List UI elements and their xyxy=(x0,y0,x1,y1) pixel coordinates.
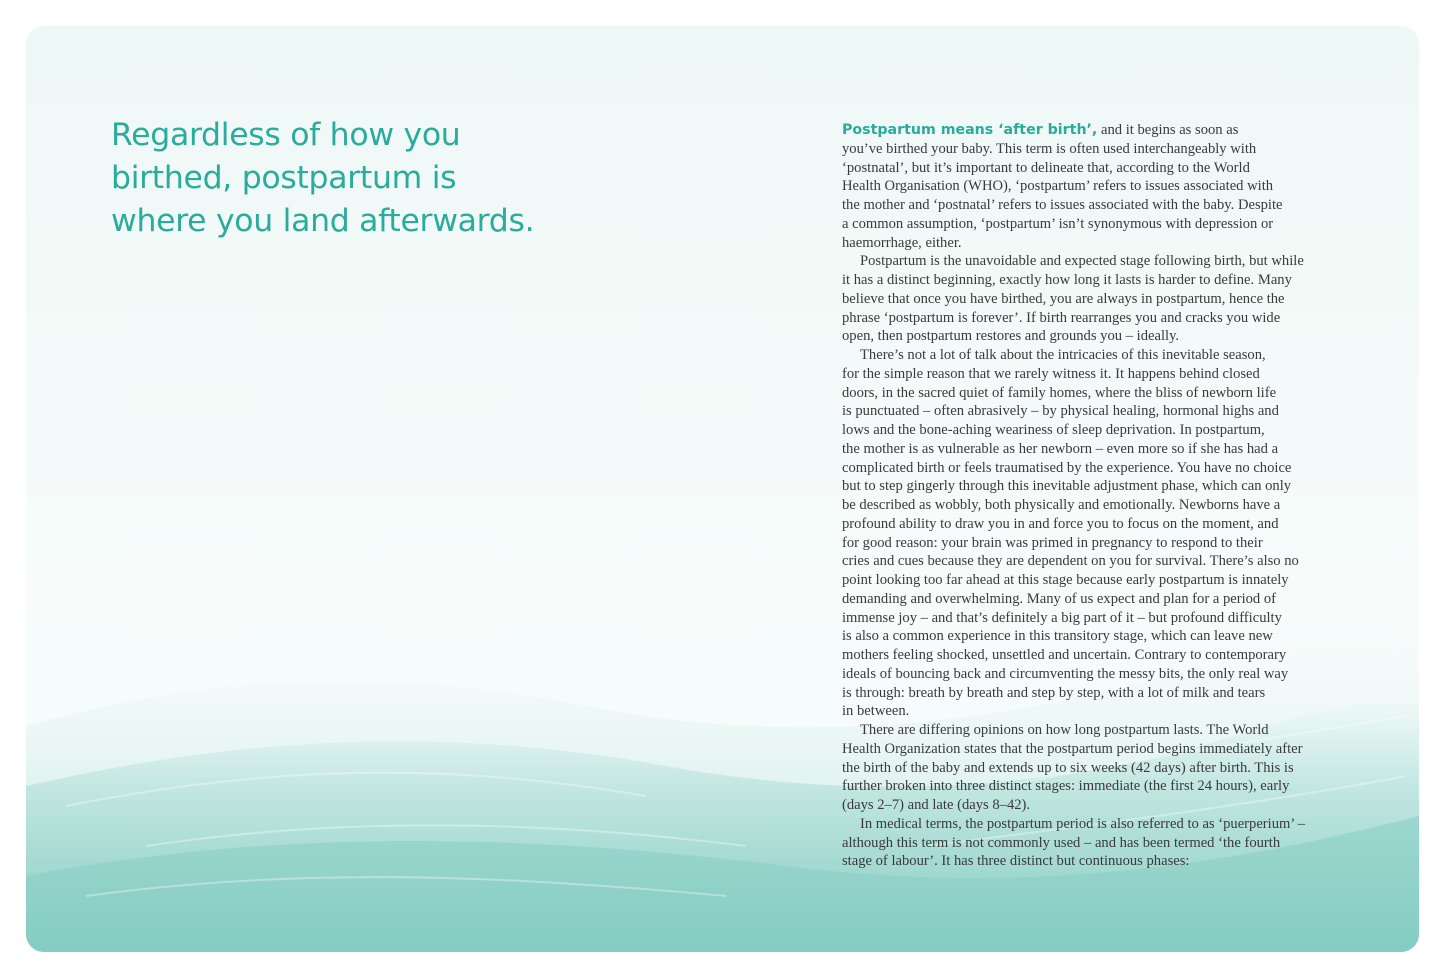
pull-quote-line: where you land afterwards. xyxy=(111,203,535,239)
text-line: demanding and overwhelming. Many of us expect and plan for a period of xyxy=(842,590,1277,607)
text-line: Health Organisation (WHO), ‘postpartum’ refers to issues associated with xyxy=(842,178,1274,195)
text-line: believe that once you have birthed, you are always in postpartum, hence the xyxy=(842,290,1285,307)
page-spread xyxy=(26,26,1419,952)
text-line: a common assumption, ‘postpartum’ isn’t synonymous with depression or xyxy=(842,215,1274,232)
text-line: in between. xyxy=(842,703,910,720)
text-line: phrase ‘postpartum is forever’. If birth rearranges you and cracks you wide xyxy=(842,309,1281,326)
text-line: is through: breath by breath and step by step, with a lot of milk and tears xyxy=(842,684,1266,701)
paragraph-intro xyxy=(842,121,1342,252)
text-line: mothers feeling shocked, unsettled and uncertain. Contrary to contemporary xyxy=(842,647,1287,663)
text-line: it has a distinct beginning, exactly how long it lasts is harder to define. Many xyxy=(842,272,1292,288)
pull-quote-line: birthed, postpartum is xyxy=(111,160,457,196)
text-line: is also a common experience in this transitory stage, which can leave new xyxy=(842,628,1273,645)
text-line: Health Organization states that the postpartum period begins immediately after xyxy=(842,740,1303,757)
text-line: you’ve birthed your baby. This term is often used interchangeably with xyxy=(842,140,1257,157)
text-line: doors, in the sacred quiet of family homes, where the bliss of newborn life xyxy=(842,384,1277,401)
text-line: ‘postnatal’, but it’s important to delineate that, according to the World xyxy=(842,159,1250,176)
text-line: but to step gingerly through this inevitable adjustment phase, which can only xyxy=(842,478,1292,495)
text-line: although this term is not commonly used – and has been termed ‘the fourth xyxy=(842,834,1281,851)
text-line: In medical terms, the postpartum period is also referred to as ‘puerperium’ – xyxy=(860,815,1306,832)
text-line: be described as wobbly, both physically and emotionally. Newborns have a xyxy=(842,497,1281,513)
paragraph xyxy=(842,252,1342,346)
text-line: ideals of bouncing back and circumventing the messy bits, the only real way xyxy=(842,665,1289,682)
pull-quote-line: Regardless of how you xyxy=(111,117,461,153)
paragraph xyxy=(842,815,1342,871)
text-line: for good reason: your brain was primed in pregnancy to respond to their xyxy=(842,534,1263,551)
text-line: further broken into three distinct stages: immediate (the first 24 hours), early xyxy=(842,778,1290,795)
text-line: haemorrhage, either. xyxy=(842,234,962,251)
text-line: There’s not a lot of talk about the intricacies of this inevitable season, xyxy=(860,347,1266,363)
text-line: the mother and ‘postnatal’ refers to issues associated with the baby. Despite xyxy=(842,197,1283,213)
text-line: stage of labour’. It has three distinct but continuous phases: xyxy=(842,853,1190,870)
text-line: point looking too far ahead at this stage because early postpartum is innately xyxy=(842,572,1289,588)
lead-in-heading: Postpartum means ‘after birth’, xyxy=(842,122,1098,138)
text-line: complicated birth or feels traumatised by the experience. You have no choice xyxy=(842,459,1292,476)
pull-quote xyxy=(111,114,631,243)
text-line: cries and cues because they are dependent on you for survival. There’s also no xyxy=(842,553,1299,570)
text-line: There are differing opinions on how long postpartum lasts. The World xyxy=(860,722,1269,738)
text-line: Postpartum means ‘after birth’, and it begins as soon as xyxy=(842,122,1239,138)
text-line: immense joy – and that’s definitely a big part of it – but profound difficulty xyxy=(842,609,1282,626)
body-text-column xyxy=(842,121,1342,871)
text-line: lows and the bone-aching weariness of sleep deprivation. In postpartum, xyxy=(842,422,1265,438)
text-line: is punctuated – often abrasively – by physical healing, hormonal highs and xyxy=(842,403,1279,420)
text-line: for the simple reason that we rarely witness it. It happens behind closed xyxy=(842,365,1260,382)
paragraph xyxy=(842,721,1342,815)
text-line: Postpartum is the unavoidable and expected stage following birth, but while xyxy=(860,253,1304,270)
paragraph xyxy=(842,346,1342,721)
text-line: profound ability to draw you in and force you to focus on the moment, and xyxy=(842,515,1279,532)
text-line: the mother is as vulnerable as her newborn – even more so if she has had a xyxy=(842,440,1279,457)
text-line: (days 2–7) and late (days 8–42). xyxy=(842,797,1031,813)
text-line: the birth of the baby and extends up to six weeks (42 days) after birth. This is xyxy=(842,759,1294,776)
text-line: open, then postpartum restores and grounds you – ideally. xyxy=(842,328,1180,345)
